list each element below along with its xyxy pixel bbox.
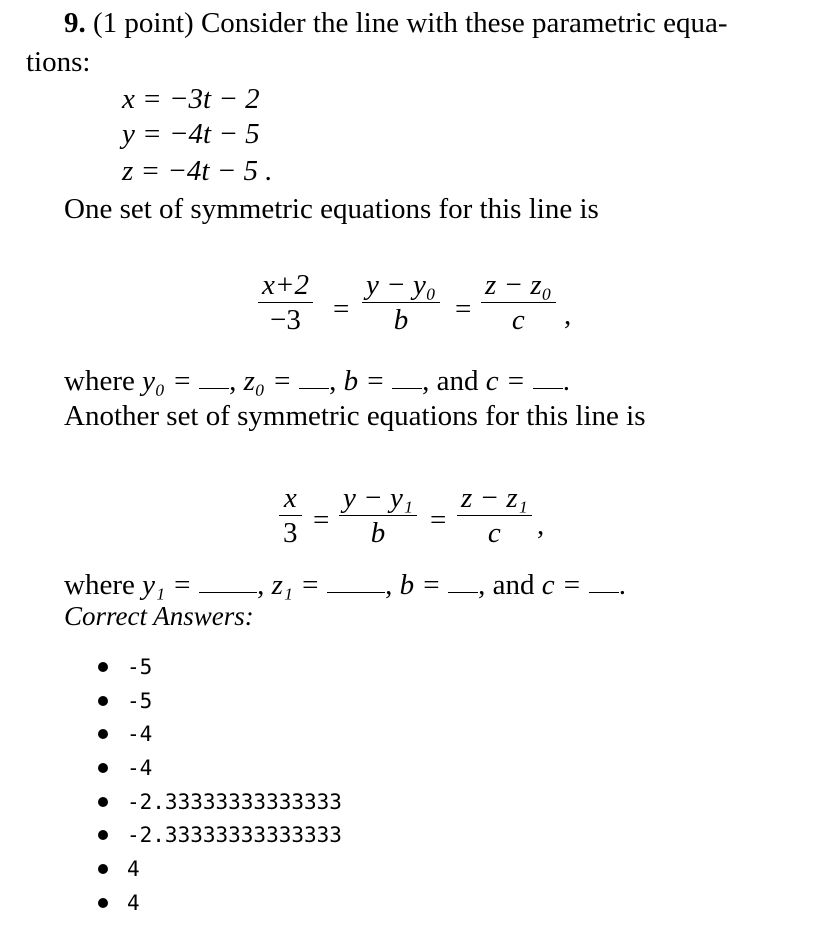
set1-intro: One set of symmetric equations for this line is [64, 193, 599, 225]
correct-answers-title: Correct Answers: [64, 601, 254, 631]
set2-intro: Another set of symmetric equations for this line is [64, 400, 646, 432]
set2-trailing-comma: , [537, 509, 545, 541]
problem-points: (1 point) [93, 7, 194, 39]
set2-blank-c[interactable] [589, 590, 619, 593]
list-item: -5 [98, 650, 342, 684]
problem-intro-cont: tions: [26, 46, 91, 78]
problem-number: 9. [64, 7, 86, 39]
set1-blank-b[interactable] [392, 386, 422, 389]
set1-blank-z0[interactable] [299, 386, 329, 389]
answers-list [98, 650, 342, 920]
set1-fraction-x: x+2 −3 [258, 268, 313, 337]
problem-header [64, 6, 728, 40]
set2-fraction-y: y − y₁ b [339, 481, 417, 550]
list-item: -2.33333333333333 [98, 818, 342, 852]
list-item: -4 [98, 751, 342, 785]
set1-equals-2: = [455, 293, 472, 325]
bullet-icon [98, 662, 108, 672]
set1-blank-c[interactable] [533, 386, 563, 389]
param-eq-z: z = −4t − 5 . [122, 155, 273, 187]
set2-equals-2: = [430, 504, 447, 536]
bullet-icon [98, 797, 108, 807]
set2-fraction-x: x 3 [279, 481, 302, 550]
set1-fraction-z: z − z₀ c [481, 268, 556, 337]
set1-where-line: where y₀ = , z₀ = , b = , and c = . [64, 365, 570, 397]
param-eq-y: y = −4t − 5 [122, 118, 260, 150]
bullet-icon [98, 696, 108, 706]
problem-intro: Consider the line with these parametric equa- [200, 7, 728, 39]
list-item: -5 [98, 684, 342, 718]
list-item: 4 [98, 852, 342, 886]
set2-blank-z1[interactable] [327, 590, 385, 593]
bullet-icon [98, 729, 108, 739]
list-item: 4 [98, 886, 342, 920]
bullet-icon [98, 898, 108, 908]
bullet-icon [98, 763, 108, 773]
set2-equals-1: = [313, 504, 330, 536]
set1-blank-y0[interactable] [199, 386, 229, 389]
set1-equals-1: = [333, 293, 350, 325]
bullet-icon [98, 864, 108, 874]
bullet-icon [98, 830, 108, 840]
param-eq-x: x = −3t − 2 [122, 83, 260, 115]
set1-trailing-comma: , [564, 299, 572, 331]
set2-where-line: where y₁ = , z₁ = , b = , and c = . [64, 569, 626, 601]
set1-fraction-y: y − y₀ b [362, 268, 440, 337]
list-item: -4 [98, 717, 342, 751]
set2-blank-y1[interactable] [199, 590, 257, 593]
list-item: -2.33333333333333 [98, 785, 342, 819]
set2-fraction-z: z − z₁ c [457, 481, 532, 550]
set2-blank-b[interactable] [448, 590, 478, 593]
